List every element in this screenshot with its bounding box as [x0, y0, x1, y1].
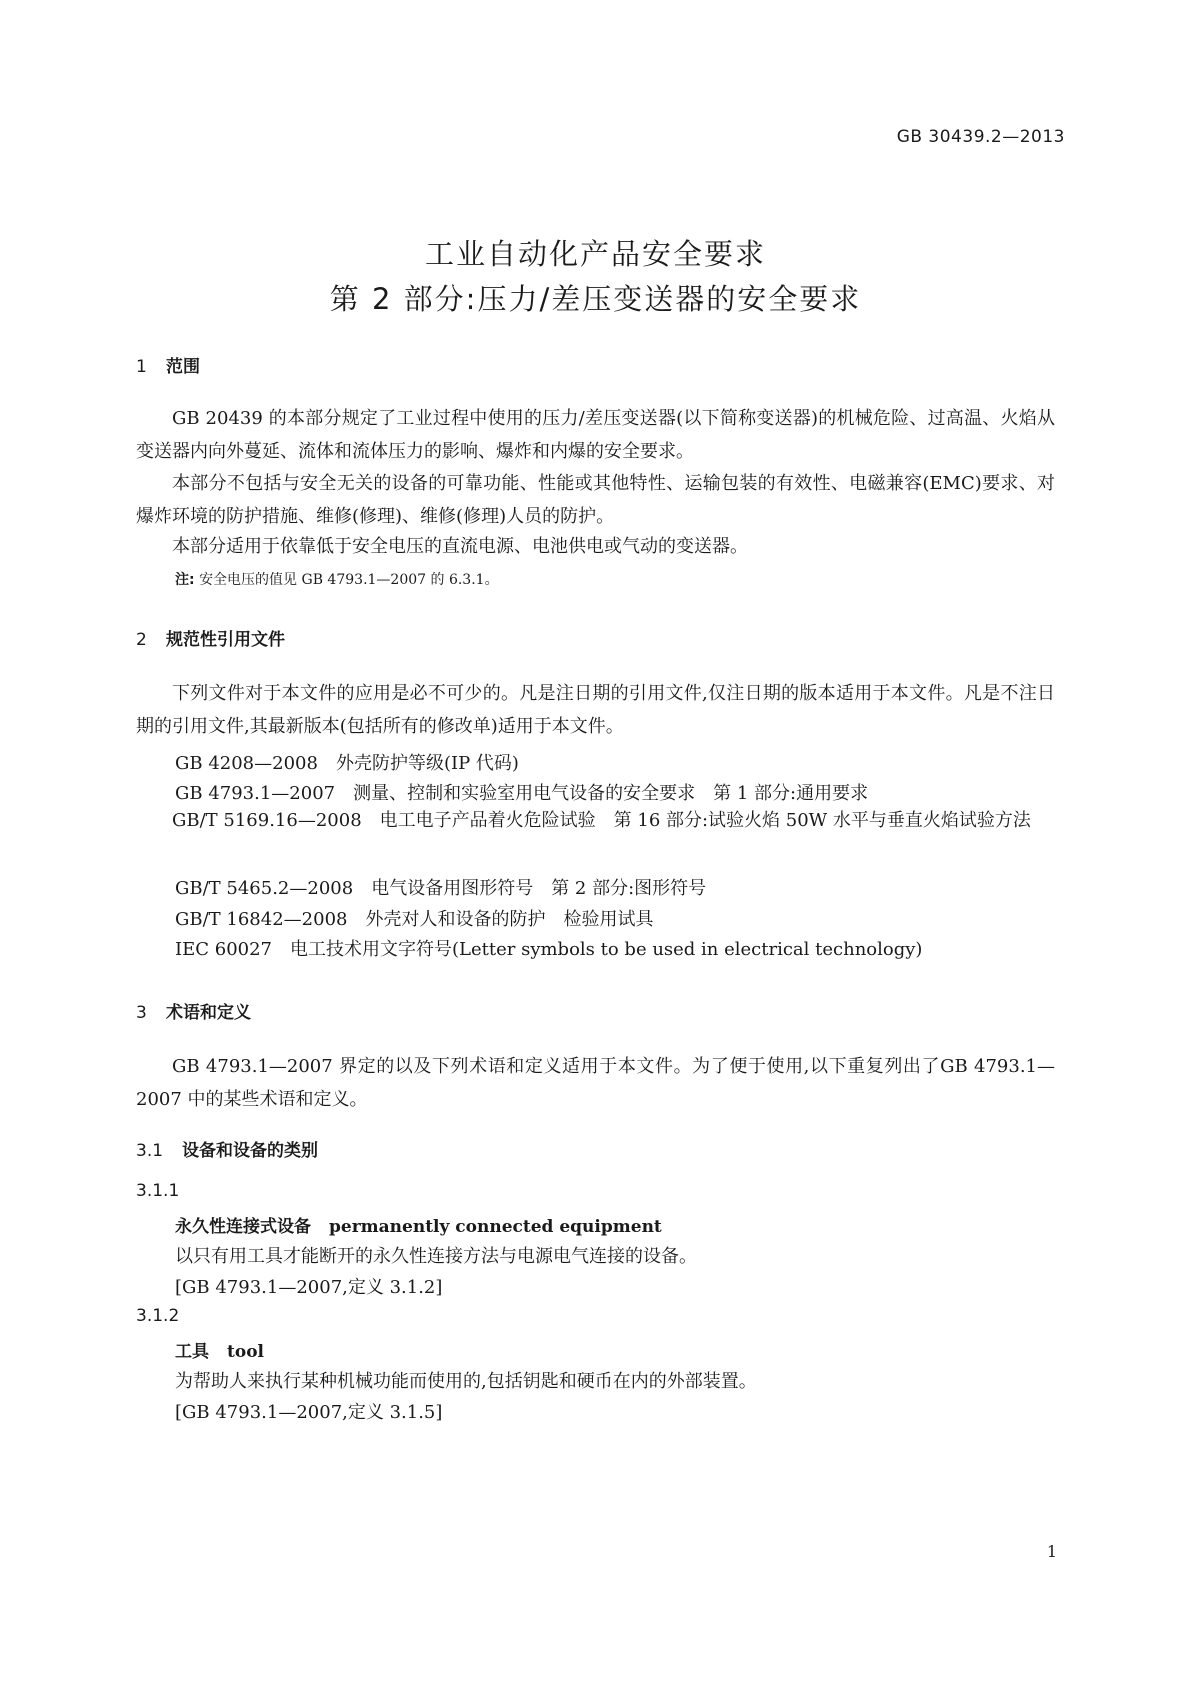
term-chinese: 永久性连接式设备: [175, 1217, 311, 1237]
document-title-line2: 第 2 部分:压力/差压变送器的安全要求: [329, 282, 862, 316]
section-number: 2: [136, 630, 147, 650]
note-text: 安全电压的值见 GB 4793.1—2007 的 6.3.1。: [199, 572, 499, 588]
section-number: 3: [136, 1003, 147, 1023]
section-title: 规范性引用文件: [166, 630, 285, 650]
section-1-paragraph-1: GB 20439 的本部分规定了工业过程中使用的压力/差压变送器(以下简称变送器)的机械危险、过高温、火焰从变送器内向外蔓延、流体和流体压力的影响、爆炸和内爆的安全要求。: [136, 408, 1055, 462]
section-3-intro: GB 4793.1—2007 界定的以及下列术语和定义适用于本文件。为了便于使用,以下重复列出了GB 4793.1—2007 中的某些术语和定义。: [136, 1056, 1055, 1110]
term-english: permanently connected equipment: [329, 1217, 662, 1237]
term-source: [GB 4793.1—2007,定义 3.1.2]: [175, 1277, 443, 1298]
term-chinese: 工具: [175, 1342, 209, 1362]
note-label: 注:: [175, 572, 195, 588]
section-title: 范围: [166, 357, 200, 377]
page-number: 1: [1046, 1542, 1057, 1561]
normative-reference: IEC 60027 电工技术用文字符号(Letter symbols to be used in electrical technology): [175, 939, 923, 960]
section-number: 1: [136, 357, 147, 377]
term-definition: 以只有用工具才能断开的永久性连接方法与电源电气连接的设备。: [175, 1246, 697, 1267]
section-2-heading: [136, 625, 285, 650]
term-definition: 为帮助人来执行某种机械功能而使用的,包括钥匙和硬币在内的外部装置。: [175, 1371, 757, 1392]
section-1-paragraph-2: 本部分不包括与安全无关的设备的可靠功能、性能或其他特性、运输包装的有效性、电磁兼容(EMC)要求、对爆炸环境的防护措施、维修(修理)、维修(修理)人员的防护。: [136, 473, 1055, 527]
subsection-3-1-heading: [136, 1136, 318, 1161]
subsection-title: 设备和设备的类别: [182, 1141, 318, 1161]
section-1-note: [175, 569, 499, 589]
term-3-1-2: [175, 1337, 264, 1362]
normative-reference: GB/T 5465.2—2008 电气设备用图形符号 第 2 部分:图形符号: [175, 878, 707, 899]
term-english: tool: [227, 1342, 264, 1362]
clause-3-1-1-number: 3.1.1: [136, 1181, 180, 1201]
section-2-intro: 下列文件对于本文件的应用是必不可少的。凡是注日期的引用文件,仅注日期的版本适用于本文件。凡是不注日期的引用文件,其最新版本(包括所有的修改单)适用于本文件。: [136, 683, 1055, 737]
section-3-heading: [136, 998, 251, 1023]
section-1-heading: [136, 352, 200, 377]
standard-code: GB 30439.2—2013: [896, 127, 1065, 147]
normative-reference: GB 4208—2008 外壳防护等级(IP 代码): [175, 753, 519, 774]
normative-reference: GB/T 16842—2008 外壳对人和设备的防护 检验用试具: [175, 909, 654, 930]
term-3-1-1: [175, 1212, 662, 1237]
subsection-number: 3.1: [136, 1141, 164, 1161]
section-1-paragraph-3: 本部分适用于依靠低于安全电压的直流电源、电池供电或气动的变送器。: [172, 536, 748, 557]
section-title: 术语和定义: [166, 1003, 251, 1023]
normative-reference: GB 4793.1—2007 测量、控制和实验室用电气设备的安全要求 第 1 部分:通用要求: [175, 783, 869, 804]
normative-reference: GB/T 5169.16—2008 电工电子产品着火危险试验 第 16 部分:试验火焰 50W 水平与垂直火焰试验方法: [172, 810, 1031, 831]
term-source: [GB 4793.1—2007,定义 3.1.5]: [175, 1402, 443, 1423]
clause-3-1-2-number: 3.1.2: [136, 1306, 180, 1326]
document-title-line1: 工业自动化产品安全要求: [424, 237, 766, 271]
